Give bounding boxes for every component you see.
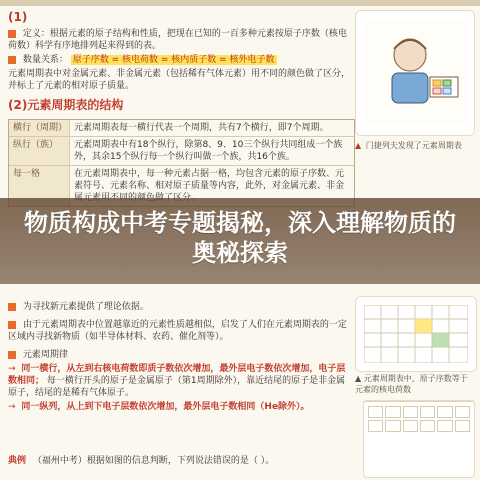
periodic-table-icon bbox=[364, 305, 468, 363]
small-table-illustration bbox=[363, 400, 475, 478]
small-table-cell bbox=[403, 420, 418, 432]
small-table-cell bbox=[437, 406, 452, 418]
structure-table bbox=[8, 119, 355, 207]
scientist-illustration-icon bbox=[364, 21, 468, 125]
top-bar bbox=[0, 0, 480, 6]
caption-1: ▲ 门捷列夫发现了元素周期表 bbox=[355, 141, 462, 150]
table-cell: 在元素周期表中，每一种元素占据一格，均包含元素的原子序数、元素符号、元素名称、相对原子质量等内容，此外，对金属元素、非金 bbox=[74, 169, 345, 191]
table-cell: 元素周期表每一横行代表一个周期，共有7个横行，即7个周期。 bbox=[74, 123, 329, 133]
example-tag: 典例 bbox=[8, 456, 27, 466]
title-banner bbox=[0, 198, 480, 284]
small-table-cell bbox=[385, 406, 400, 418]
note-2: 由于元素周期表中位置越靠近的元素性质越相似，启发了人们在元素周期表的一定区域内寻找新物质（如半导体材料、农药、催化剂等）。 bbox=[8, 320, 347, 342]
law-section: 元素周期律 → 同一横行，从左到右核电荷数即质子数依次增加，最外层电子数依次增加，电子层数相同； 每一横行开头的原子是金属原子（第1周期除外），靠近结尾的原子是非金属原子，结尾的是稀有气体原子。 → 同一纵列，从上到下电子层数依次增加，最外层电子数相同（He除外）。 bbox=[8, 350, 346, 412]
mendeleev-illustration bbox=[355, 10, 475, 136]
arrow-right-icon: → bbox=[8, 402, 16, 412]
small-table-cell bbox=[455, 420, 470, 432]
small-table-cell bbox=[437, 420, 452, 432]
bullet-mark-icon bbox=[8, 56, 16, 64]
bullet-colors: 元素周期表中对金属元素、非金属元素（包括稀有气体元素）用不同的颜色做了区分，并标上了元素的相对原子质量。 bbox=[8, 69, 351, 91]
section-heading-2: (2)元素周期表的结构 bbox=[8, 98, 124, 112]
small-table-cell bbox=[403, 406, 418, 418]
small-table-cell bbox=[368, 406, 383, 418]
caption-marker-icon: ▲ bbox=[355, 374, 362, 383]
small-table-cell bbox=[385, 420, 400, 432]
law-item-2-highlight: 同一纵列，从上到下电子层数依次增加，最外层电子数相同（He除外）。 bbox=[21, 402, 310, 412]
note-1: 为寻找新元素提供了理论依据。 bbox=[8, 301, 353, 313]
table-row-header: 横行（周期） bbox=[9, 120, 70, 136]
small-table-cell bbox=[420, 420, 435, 432]
section-heading-1: (1) bbox=[8, 10, 28, 24]
table-row bbox=[9, 120, 354, 136]
small-table-cell bbox=[455, 406, 470, 418]
bullet-definition: 定义：根据元素的原子结构和性质，把现在已知的一百多种元素按原子序数（核电荷数）科学有序地排列起来得到的表。 bbox=[8, 29, 347, 51]
law-item-1-highlight: 同一横行，从左到右核电荷数即质子数依次增加，最外层电子数依次增加，电子层数相同； bbox=[8, 364, 346, 386]
small-table-cell bbox=[368, 420, 383, 432]
right-column bbox=[355, 10, 475, 151]
bullet-number-relation: 数量关系： 原子序数 = 核电荷数 = 核内质子数 = 核外电子数 bbox=[8, 54, 353, 66]
table-row-header: 纵行（族） bbox=[9, 137, 70, 165]
table-row-header: 每一格 bbox=[9, 166, 70, 206]
caption-2: ▲ 元素周期表中，原子序数等于元素的核电荷数 bbox=[355, 374, 468, 394]
bullet-mark-icon bbox=[8, 30, 16, 38]
formula-highlight: 原子序数 = 核电荷数 = 核内质子数 = 核外电子数 bbox=[72, 55, 275, 65]
bullet-mark-icon bbox=[8, 321, 16, 329]
small-table-cell bbox=[420, 406, 435, 418]
law-item-1-tail: 每一横行开头的原子是金属原子（第1周期除外），靠近结尾的原子是非金属原子，结尾的是稀有气体原子。 bbox=[8, 376, 346, 398]
banner-title: 物质构成中考专题揭秘，深入理解物质的奥秘探索 bbox=[24, 209, 456, 267]
small-table-grid bbox=[364, 402, 474, 436]
arrow-right-icon: → bbox=[8, 364, 16, 374]
periodic-grid-illustration bbox=[355, 296, 477, 372]
caption-marker-icon: ▲ bbox=[355, 141, 362, 150]
example-text: （福州中考）根据如图的信息判断，下列说法错误的是（ ）。 bbox=[32, 456, 275, 466]
table-cell: 元素周期表中有18个纵行，除第8、9、10三个纵行共同组成一个族外，其余15个纵行每一个纵行叫做一个族，共16个族。 bbox=[74, 140, 343, 162]
example-section bbox=[8, 455, 353, 467]
table-row bbox=[9, 136, 354, 165]
bullet-mark-icon bbox=[8, 351, 16, 359]
bullet-mark-icon bbox=[8, 303, 16, 311]
